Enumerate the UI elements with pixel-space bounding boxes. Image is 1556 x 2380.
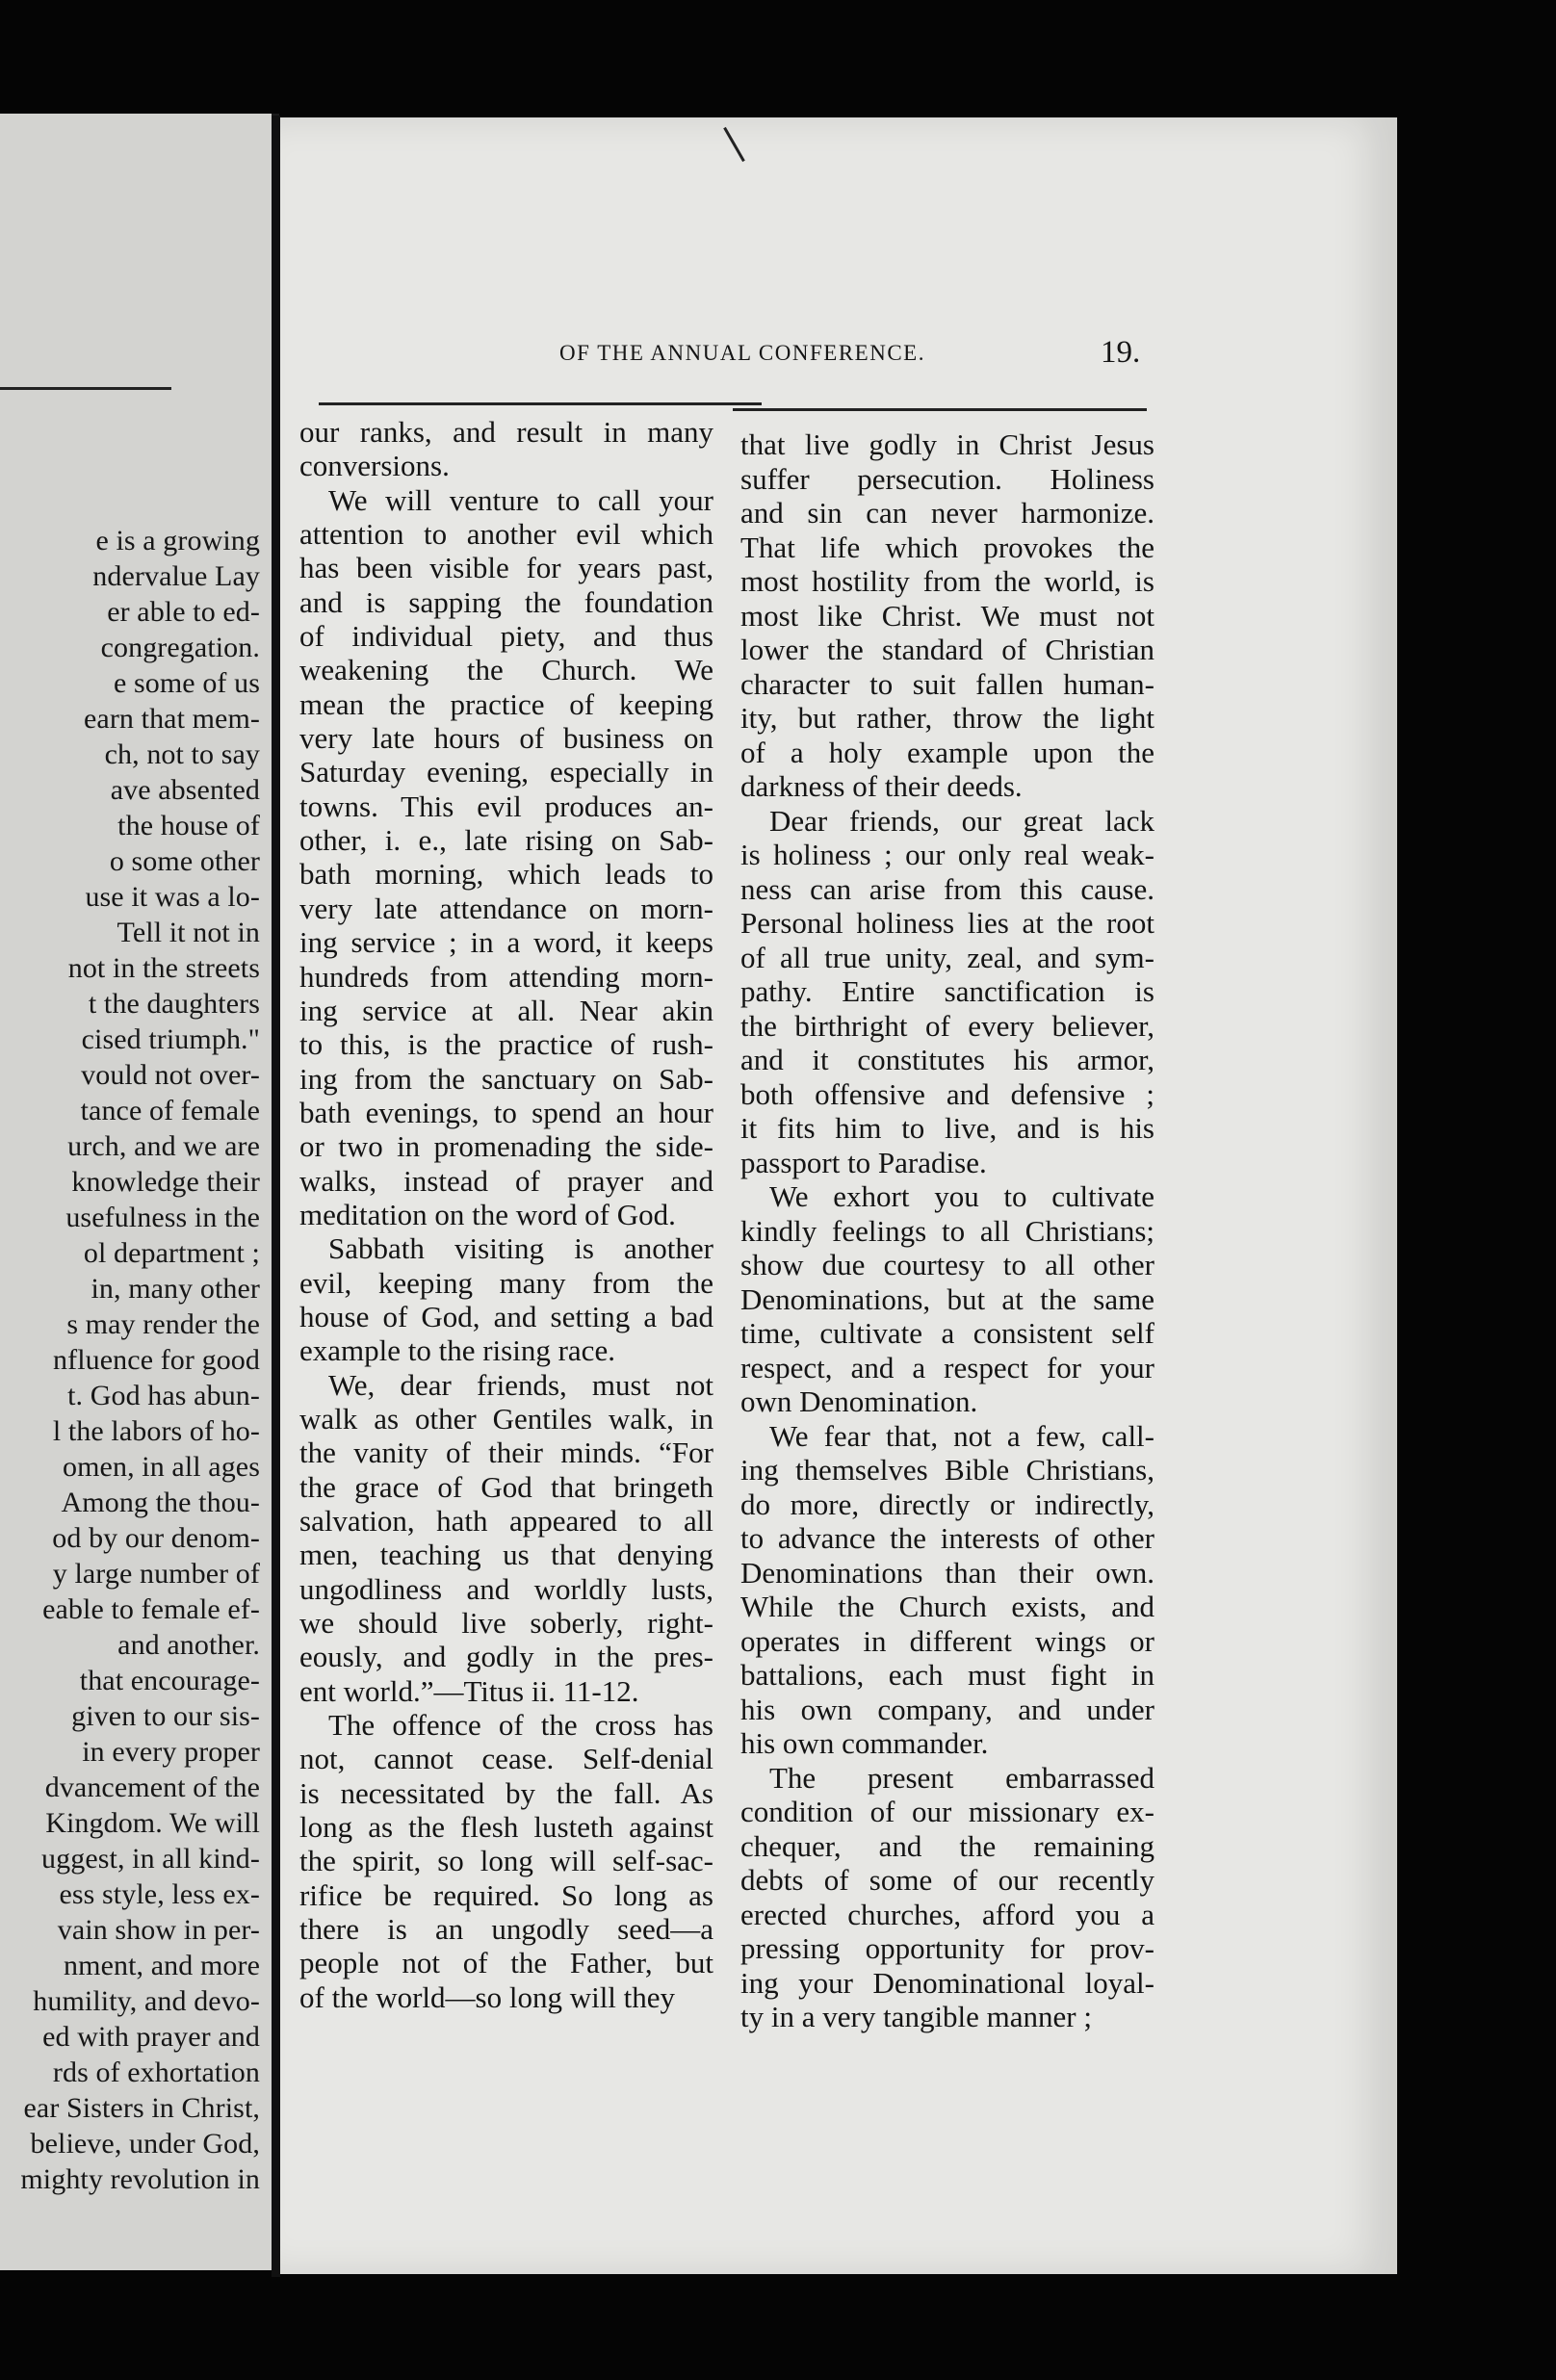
text-line: evil, keeping many from the [299, 1265, 713, 1300]
text-line: the birthright of every believer, [740, 1008, 1154, 1043]
text-line: there is an ungodly seed—a [299, 1912, 713, 1947]
text-line: we should live soberly, right- [299, 1606, 713, 1641]
text-line: that live godly in Christ Jesus [740, 427, 1154, 461]
facing-page-line: eable to female ef- [42, 1593, 260, 1625]
text-line: We, dear friends, must not [328, 1367, 713, 1402]
facing-page-line: ear Sisters in Christ, [23, 2092, 260, 2124]
text-line: men, teaching us that denying [299, 1538, 713, 1572]
text-line: is holiness ; our only real weak- [740, 838, 1154, 871]
text-line: walks, instead of prayer and [299, 1163, 713, 1198]
ink-mark [723, 127, 745, 162]
text-line: darkness of their deeds. [740, 769, 1023, 803]
page [280, 117, 1397, 2274]
text-line: The offence of the cross has [328, 1708, 713, 1743]
facing-page-line: given to our sis- [71, 1700, 260, 1732]
facing-page-line: Tell it not in [117, 917, 260, 948]
text-line: not, cannot cease. Self-denial [299, 1742, 713, 1776]
facing-page-line: use it was a lo- [85, 881, 260, 913]
facing-page-line: knowledge their [71, 1166, 260, 1198]
text-line: While the Church exists, and [740, 1590, 1154, 1623]
facing-page-line: y large number of [52, 1558, 260, 1590]
text-line: We fear that, not a few, call- [769, 1418, 1154, 1453]
text-line: respect, and a respect for your [740, 1350, 1154, 1384]
facing-page-line: and another. [117, 1629, 260, 1661]
text-line: pressing opportunity for prov- [740, 1931, 1154, 1965]
book-gutter [272, 116, 280, 2277]
text-line: hundreds from attending morn- [299, 959, 713, 994]
text-line: most like Christ. We must not [740, 598, 1154, 633]
facing-page-line: tance of female [80, 1095, 260, 1126]
text-column-left [299, 415, 713, 2014]
text-line: long as the flesh lusteth against [299, 1810, 713, 1845]
text-line: ent world.”—Titus ii. 11-12. [299, 1673, 639, 1708]
facing-page-text [0, 523, 260, 2197]
text-line: debts of some of our recently [740, 1863, 1154, 1897]
text-line: to this, is the practice of rush- [299, 1027, 713, 1062]
text-line: ungodliness and worldly lusts, [299, 1571, 713, 1606]
facing-page-line: not in the streets [67, 952, 260, 984]
text-line: own Denomination. [740, 1384, 978, 1418]
text-line: of a holy example upon the [740, 735, 1154, 769]
facing-page-line: mighty revolution in [20, 2163, 260, 2195]
facing-page-line: Kingdom. We will [45, 1807, 260, 1839]
text-line: ing your Denominational loyal- [740, 1965, 1154, 2000]
text-line: ness can arise from this cause. [740, 871, 1154, 906]
facing-page-line: nment, and more [64, 1950, 260, 1981]
facing-page-line: urch, and we are [67, 1130, 260, 1162]
facing-page-line: ch, not to say [104, 738, 260, 770]
facing-page-line: nfluence for good [53, 1344, 260, 1376]
text-line: and it constitutes his armor, [740, 1043, 1154, 1076]
facing-page-line: e is a growing [95, 525, 260, 556]
facing-page-line: s may render the [66, 1308, 260, 1340]
facing-page-line: dvancement of the [44, 1772, 260, 1803]
text-line: bath evenings, to spend an hour [299, 1095, 713, 1129]
text-line: most hostility from the world, is [740, 564, 1154, 598]
facing-page-line: usefulness in the [65, 1202, 260, 1233]
text-line: ity, but rather, throw the light [740, 701, 1154, 735]
facing-page-line: t. God has abun- [67, 1380, 260, 1411]
page-number: 19. [1101, 335, 1141, 370]
text-line: other, i. e., late rising on Sab- [299, 823, 713, 858]
text-line: both offensive and defensive ; [740, 1076, 1154, 1111]
facing-page-line: vould not over- [81, 1059, 260, 1091]
text-line: conversions. [299, 449, 450, 483]
facing-page-line: ed with prayer and [42, 2021, 260, 2053]
text-line: the vanity of their minds. “For [299, 1436, 713, 1470]
text-line: pathy. Entire sanctification is [740, 974, 1154, 1008]
text-line: Dear friends, our great lack [769, 803, 1154, 838]
text-line: or two in promenading the side- [299, 1129, 713, 1164]
text-line: passport to Paradise. [740, 1145, 987, 1179]
text-line: of all true unity, zeal, and sym- [740, 940, 1154, 974]
text-line: ing service ; in a word, it keeps [299, 925, 713, 960]
text-line: of individual piety, and thus [299, 619, 713, 654]
facing-page-line: t the daughters [88, 988, 260, 1020]
text-line: bath morning, which leads to [299, 857, 713, 892]
text-line: ing themselves Bible Christians, [740, 1453, 1154, 1487]
facing-page-rule [0, 387, 171, 390]
facing-page-line: that encourage- [79, 1665, 260, 1696]
facing-page [0, 114, 279, 2270]
text-line: suffer persecution. Holiness [740, 461, 1154, 496]
text-line: to advance the interests of other [740, 1521, 1154, 1555]
text-line: and sin can never harmonize. [740, 496, 1154, 530]
text-line: The present embarrassed [769, 1760, 1154, 1795]
facing-page-line: believe, under God, [30, 2128, 260, 2160]
text-line: operates in different wings or [740, 1623, 1154, 1658]
text-line: Saturday evening, especially in [299, 755, 713, 789]
text-line: Denominations, but at the same [740, 1281, 1154, 1316]
text-line: rifice be required. So long as [299, 1877, 713, 1912]
text-line: weakening the Church. We [299, 653, 713, 687]
facing-page-line: e some of us [113, 667, 260, 699]
text-line: erected churches, afford you a [740, 1897, 1154, 1931]
text-line: his own company, and under [740, 1692, 1154, 1726]
text-line: chequer, and the remaining [740, 1828, 1154, 1863]
facing-page-line: ol department ; [83, 1237, 260, 1269]
facing-page-line: cised triumph." [81, 1023, 260, 1055]
text-line: eously, and godly in the pres- [299, 1640, 713, 1674]
text-line: kindly feelings to all Christians; [740, 1213, 1154, 1248]
facing-page-line: omen, in all ages [63, 1451, 260, 1483]
text-line: very late attendance on morn- [299, 891, 713, 925]
facing-page-line: uggest, in all kind- [41, 1843, 260, 1875]
facing-page-line: rds of exhortation [52, 2057, 260, 2088]
text-line: example to the rising race. [299, 1333, 615, 1368]
text-line: We exhort you to cultivate [769, 1179, 1154, 1213]
text-line: Sabbath visiting is another [328, 1231, 713, 1266]
text-line: time, cultivate a consistent self [740, 1316, 1154, 1350]
text-line: ing from the sanctuary on Sab- [299, 1061, 713, 1096]
text-line: do more, directly or indirectly, [740, 1487, 1154, 1521]
running-head: OF THE ANNUAL CONFERENCE. [559, 341, 925, 365]
facing-page-line: od by our denom- [52, 1522, 260, 1554]
facing-page-line: congregation. [100, 632, 260, 663]
text-line: his own commander. [740, 1726, 989, 1760]
text-line: walk as other Gentiles walk, in [299, 1401, 713, 1436]
facing-page-line: humility, and devo- [33, 1985, 260, 2017]
text-line: That life which provokes the [740, 530, 1154, 564]
facing-page-line: in, many other [91, 1273, 260, 1305]
facing-page-line: earn that mem- [84, 703, 260, 735]
facing-page-line: vain show in per- [57, 1914, 260, 1946]
header-rule-right [733, 408, 1147, 411]
facing-page-line: o some other [109, 845, 260, 877]
facing-page-line: Among the thou- [61, 1487, 260, 1518]
text-line: attention to another evil which [299, 517, 713, 552]
facing-page-line: the house of [117, 810, 260, 841]
text-line: towns. This evil produces an- [299, 789, 713, 823]
text-line: ing service at all. Near akin [299, 993, 713, 1027]
facing-page-line: er able to ed- [107, 596, 260, 628]
text-line: it fits him to live, and is his [740, 1111, 1154, 1145]
text-line: salvation, hath appeared to all [299, 1504, 713, 1538]
header-rule-left [319, 402, 762, 405]
text-line: character to suit fallen human- [740, 666, 1154, 701]
text-line: the grace of God that bringeth [299, 1469, 713, 1504]
text-line: the spirit, so long will self-sac- [299, 1844, 713, 1878]
text-line: is necessitated by the fall. As [299, 1775, 713, 1810]
text-line: lower the standard of Christian [740, 633, 1154, 666]
text-line: and is sapping the foundation [299, 584, 713, 619]
text-line: Denominations than their own. [740, 1555, 1154, 1590]
text-line: We will venture to call your [328, 482, 713, 517]
text-line: show due courtesy to all other [740, 1248, 1154, 1281]
text-line: condition of our missionary ex- [740, 1795, 1154, 1828]
text-column-right [740, 427, 1154, 2034]
text-line: battalions, each must fight in [740, 1658, 1154, 1692]
text-line: ty in a very tangible manner ; [740, 2000, 1092, 2033]
text-line: very late hours of business on [299, 721, 713, 756]
text-line: mean the practice of keeping [299, 686, 713, 721]
facing-page-line: ess style, less ex- [59, 1878, 260, 1910]
text-line: house of God, and setting a bad [299, 1299, 713, 1333]
facing-page-line: l the labors of ho- [52, 1415, 260, 1447]
facing-page-line: ave absented [110, 774, 260, 806]
text-line: our ranks, and result in many [299, 415, 713, 449]
text-line: people not of the Father, but [299, 1946, 713, 1980]
facing-page-line: in every proper [82, 1736, 260, 1768]
text-line: of the world—so long will they [299, 1979, 676, 2014]
facing-page-line: ndervalue Lay [92, 560, 260, 592]
text-line: Personal holiness lies at the root [740, 906, 1154, 940]
text-line: meditation on the word of God. [299, 1197, 676, 1231]
text-line: has been visible for years past, [299, 551, 713, 585]
